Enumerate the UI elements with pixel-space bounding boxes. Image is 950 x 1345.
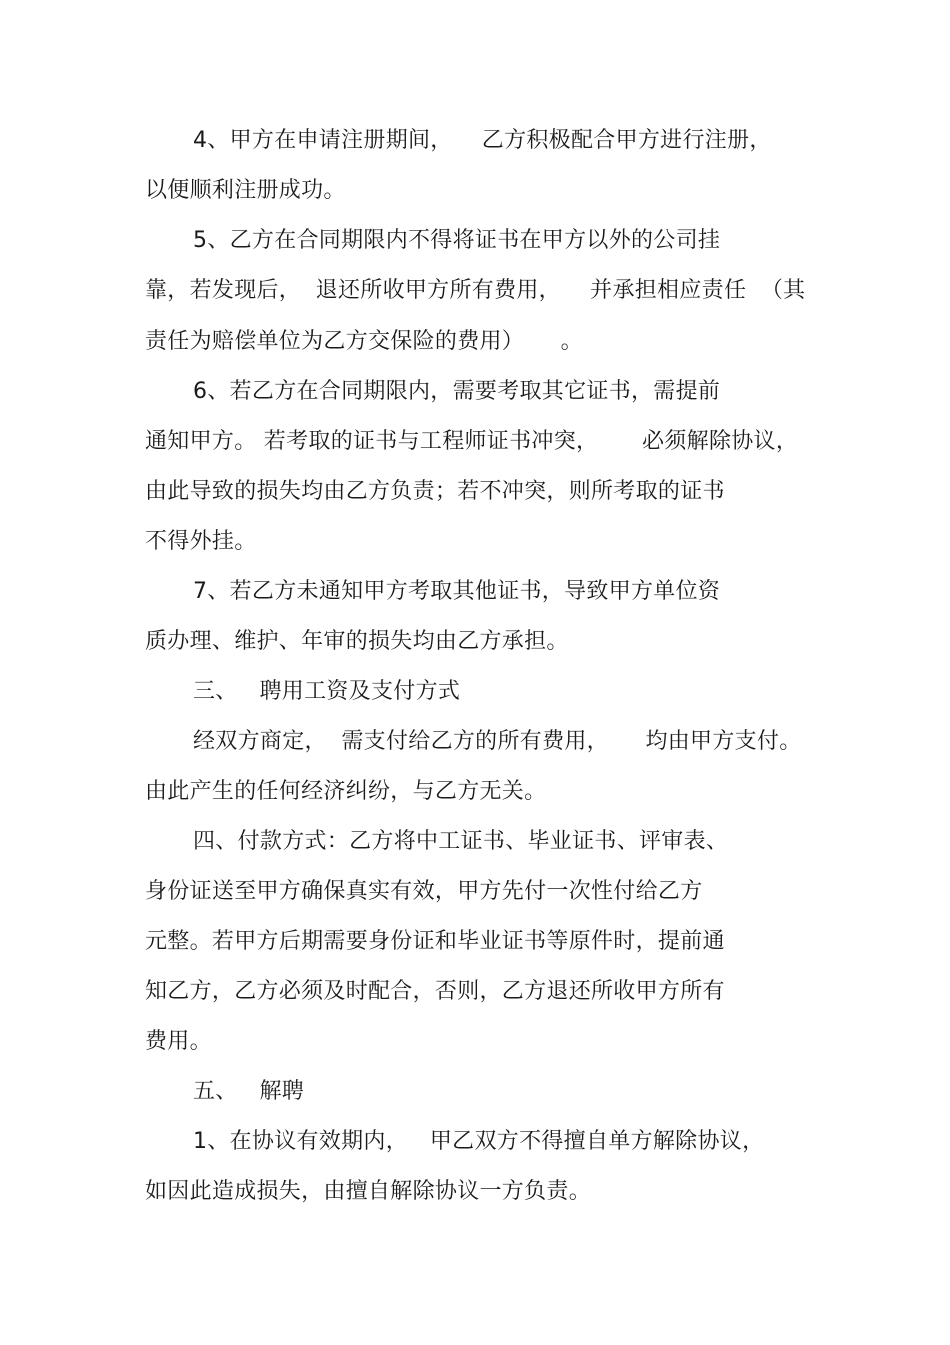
text-line: 如因此造成损失，由擅自解除协议一方负责。 bbox=[145, 1179, 592, 1204]
text-line: 以便顺利注册成功。 bbox=[145, 178, 346, 203]
text-line: 靠，若发现后， 退还所收甲方所有费用， 并承担相应责任 （其 bbox=[145, 278, 806, 303]
text-line: 四、付款方式：乙方将中工证书、毕业证书、评审表、 bbox=[193, 829, 729, 854]
text-line: 身份证送至甲方确保真实有效，甲方先付一次性付给乙方 bbox=[145, 879, 703, 904]
text-line: 1、在协议有效期内， 甲乙双方不得擅自单方解除协议， bbox=[193, 1129, 765, 1154]
text-line: 元整。若甲方后期需要身份证和毕业证书等原件时，提前通 bbox=[145, 929, 725, 954]
text-line: 4、甲方在申请注册期间， 乙方积极配合甲方进行注册， bbox=[193, 128, 772, 153]
text-line: 经双方商定， 需支付给乙方的所有费用， 均由甲方支付。 bbox=[193, 729, 802, 754]
section-heading: 五、 解聘 bbox=[193, 1079, 305, 1104]
text-line: 7、若乙方未通知甲方考取其他证书，导致甲方单位资 bbox=[193, 579, 721, 604]
text-line: 知乙方，乙方必须及时配合，否则，乙方退还所收甲方所有 bbox=[145, 979, 725, 1004]
text-line: 由此导致的损失均由乙方负责；若不冲突，则所考取的证书 bbox=[145, 479, 725, 504]
text-line: 5、乙方在合同期限内不得将证书在甲方以外的公司挂 bbox=[193, 228, 721, 253]
section-heading: 三、 聘用工资及支付方式 bbox=[193, 679, 461, 704]
text-line: 6、若乙方在合同期限内，需要考取其它证书，需提前 bbox=[193, 379, 721, 404]
text-line: 质办理、维护、年审的损失均由乙方承担。 bbox=[145, 629, 569, 654]
text-line: 费用。 bbox=[145, 1029, 212, 1054]
text-line: 责任为赔偿单位为乙方交保险的费用） 。 bbox=[145, 329, 583, 354]
text-line: 不得外挂。 bbox=[145, 529, 257, 554]
text-line: 由此产生的任何经济纠纷，与乙方无关。 bbox=[145, 779, 547, 804]
text-line: 通知甲方。 若考取的证书与工程师证书冲突， 必须解除协议， bbox=[145, 429, 799, 454]
